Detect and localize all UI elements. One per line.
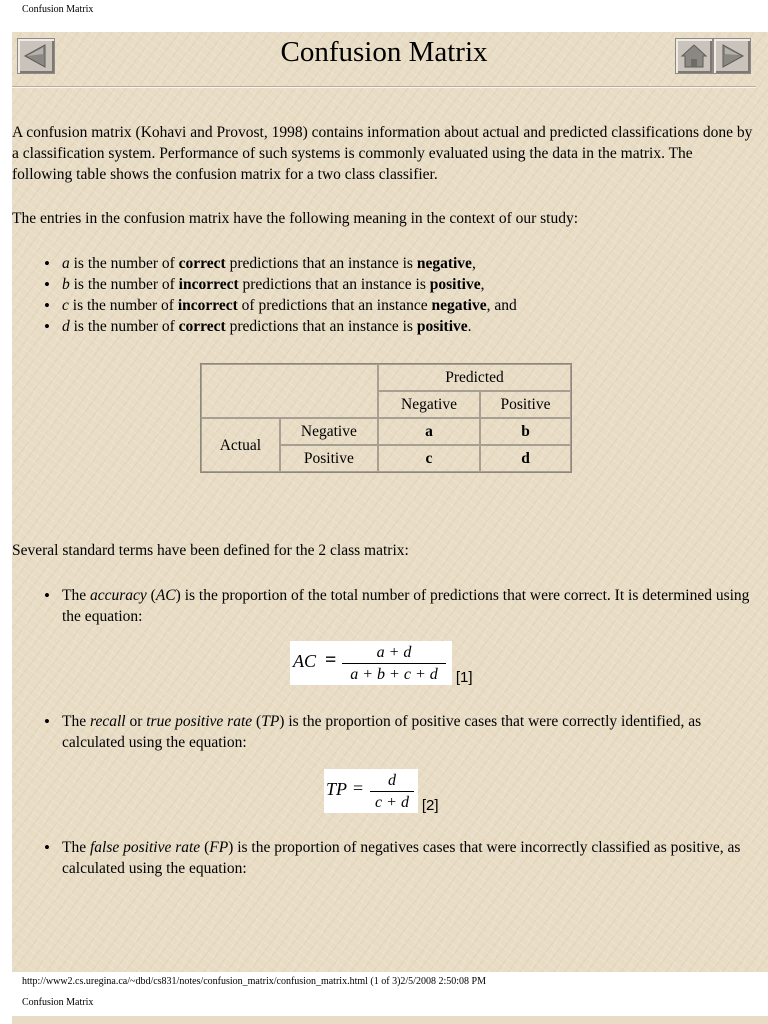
recall-formula-block	[12, 769, 756, 817]
actual-header: Actual	[201, 418, 280, 472]
terms-intro: Several standard terms have been defined for the 2 class matrix:	[12, 542, 409, 559]
print-header: Confusion Matrix	[22, 4, 94, 15]
entries-list	[12, 253, 756, 337]
recall-formula: TP = d c + d	[324, 769, 418, 813]
accuracy-formula-block	[12, 641, 756, 689]
entries-intro: The entries in the confusion matrix have the following meaning in the context of our study:	[12, 210, 579, 227]
home-icon	[679, 42, 709, 70]
terms-list	[12, 711, 756, 753]
predicted-negative-header: Negative	[378, 391, 480, 418]
list-item: • c is the number of incorrect of predictions that an instance negative, and	[62, 295, 756, 316]
actual-negative-header: Negative	[280, 418, 378, 445]
header-divider	[12, 86, 756, 88]
document-page	[12, 32, 768, 972]
terms-list	[12, 585, 756, 627]
list-item: • a is the number of correct predictions that an instance is negative,	[62, 253, 756, 274]
accuracy-formula: AC = a + d a + b + c + d	[290, 641, 452, 685]
list-item: • The false positive rate (FP) is the proportion of negatives cases that were incorrectly classified as positive, as calculated using the equation:	[62, 837, 756, 879]
equation-number: [2]	[421, 797, 439, 814]
next-button[interactable]	[713, 38, 751, 74]
predicted-header: Predicted	[378, 364, 571, 391]
print-footer: http://www2.cs.uregina.ca/~dbd/cs831/notes/confusion_matrix/confusion_matrix.html (1 of 3)2/5/2008 2:50:08 PM	[22, 976, 486, 987]
cell-b: b	[480, 418, 571, 445]
intro-paragraph: A confusion matrix (Kohavi and Provost, 1998) contains information about actual and predicted classifications done by a classification system. Performance of such systems is commonly evaluated using the data in the matrix. The following table shows the confusion matrix for a two class classifier.	[12, 124, 753, 183]
cell-d: d	[480, 445, 571, 472]
forward-arrow-icon	[717, 42, 747, 70]
list-item: • The accuracy (AC) is the proportion of the total number of predictions that were correct. It is determined using the equation:	[62, 585, 756, 627]
list-item: • The recall or true positive rate (TP) is the proportion of positive cases that were correctly identified, as calculated using the equation:	[62, 711, 756, 753]
list-item: • b is the number of incorrect predictions that an instance is positive,	[62, 274, 756, 295]
cell-a: a	[378, 418, 480, 445]
next-page-header: Confusion Matrix	[22, 997, 94, 1008]
actual-positive-header: Positive	[280, 445, 378, 472]
list-item: • d is the number of correct predictions that an instance is positive.	[62, 316, 756, 337]
confusion-matrix-table	[200, 363, 572, 473]
cell-c: c	[378, 445, 480, 472]
equation-number: [1]	[455, 669, 473, 686]
home-button[interactable]	[675, 38, 713, 74]
empty-corner-cell	[201, 364, 378, 418]
page-title: Confusion Matrix	[280, 36, 488, 68]
terms-list	[12, 837, 756, 879]
next-page-strip	[12, 1016, 768, 1024]
predicted-positive-header: Positive	[480, 391, 571, 418]
